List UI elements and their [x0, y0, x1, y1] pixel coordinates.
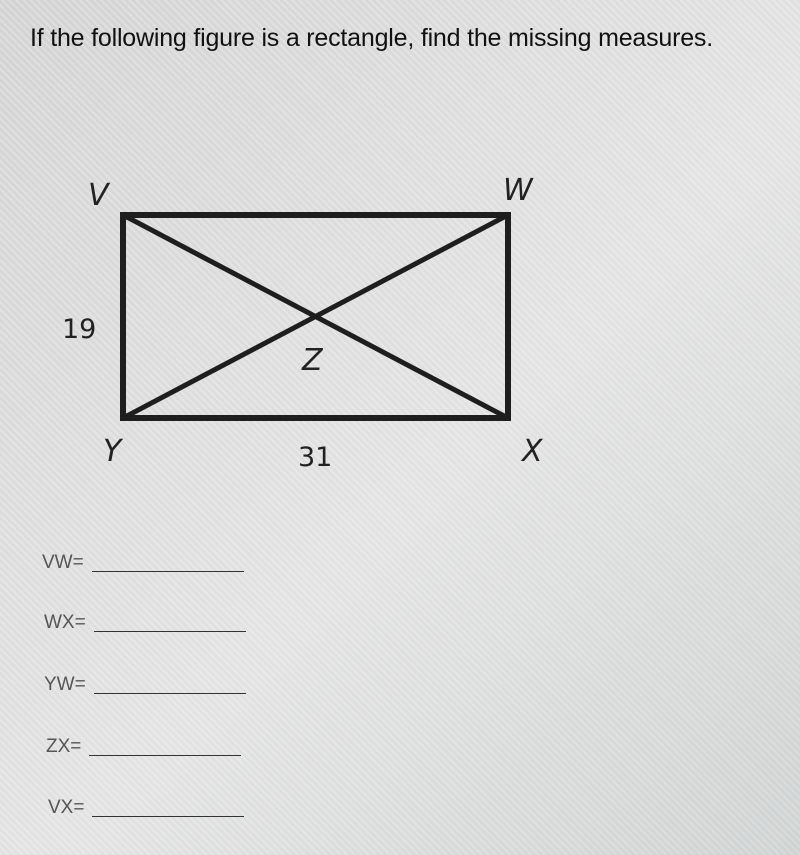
side-yx-measure: 31 [298, 442, 333, 473]
vertex-z-label: Z [302, 343, 323, 378]
answer-blank-yw[interactable] [94, 673, 246, 694]
answer-label-wx: WX= [44, 612, 86, 633]
side-yv-measure: 19 [62, 314, 97, 345]
answer-row-yw [44, 666, 246, 696]
answer-label-zx: ZX= [46, 736, 82, 757]
answer-row-zx [46, 728, 241, 758]
vertex-x-label: X [522, 434, 543, 469]
vertex-y-label: Y [103, 434, 122, 469]
answer-row-wx [44, 604, 246, 634]
answer-blank-vw[interactable] [92, 551, 244, 572]
question-prompt: If the following figure is a rectangle, find the missing measures. [30, 24, 713, 52]
answer-row-vw [42, 544, 244, 574]
answer-label-vw: VW= [42, 552, 84, 573]
vertex-v-label: V [88, 178, 109, 213]
answer-blank-vx[interactable] [92, 796, 244, 817]
answer-row-vx [48, 789, 244, 819]
answer-blank-zx[interactable] [89, 735, 241, 756]
answer-label-yw: YW= [44, 674, 86, 695]
answer-blank-wx[interactable] [94, 611, 246, 632]
vertex-w-label: W [503, 173, 533, 208]
answer-label-vx: VX= [48, 797, 85, 818]
